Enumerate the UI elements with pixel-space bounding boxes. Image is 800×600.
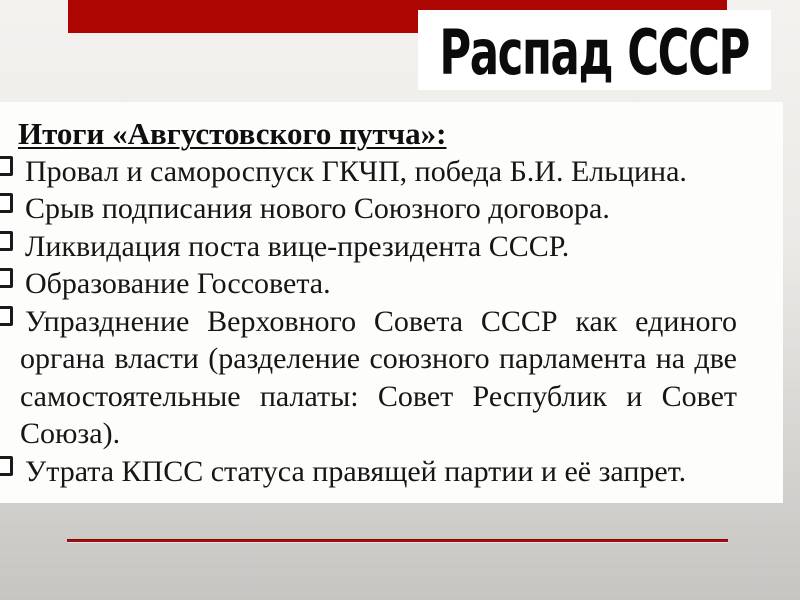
- open-checkbox-icon: [0, 156, 13, 176]
- open-checkbox-icon: [0, 193, 13, 213]
- bullet-list: [20, 153, 737, 491]
- slide-title: Распад СССР: [439, 16, 750, 89]
- open-checkbox-icon: [0, 268, 13, 288]
- bullet-text: Провал и самороспуск ГКЧП, победа Б.И. Ельцина.: [25, 154, 687, 188]
- content-panel: [0, 102, 783, 503]
- section-heading: Итоги «Августовского путча»:: [18, 116, 447, 151]
- title-box: [418, 10, 771, 90]
- bullet-text: Утрата КПСС статуса правящей партии и её запрет.: [25, 454, 687, 488]
- bullet-text: Упразднение Верховного Совета СССР как единого органа власти (разделение союзного парламента на две самостоятельные палаты: Совет Республик и Совет Союза).: [20, 304, 737, 450]
- list-item: [20, 453, 737, 491]
- list-item: [20, 153, 737, 191]
- list-item: [20, 190, 737, 228]
- bottom-divider-line: [67, 539, 728, 542]
- list-item: [20, 303, 737, 453]
- list-item: [20, 228, 737, 266]
- list-item: [20, 265, 737, 303]
- bullet-text: Срыв подписания нового Союзного договора.: [25, 192, 610, 225]
- open-checkbox-icon: [0, 231, 13, 251]
- open-checkbox-icon: [0, 306, 13, 326]
- open-checkbox-icon: [0, 456, 13, 476]
- bullet-text: Образование Госсовета.: [25, 267, 331, 300]
- bullet-text: Ликвидация поста вице-президента СССР.: [25, 229, 570, 263]
